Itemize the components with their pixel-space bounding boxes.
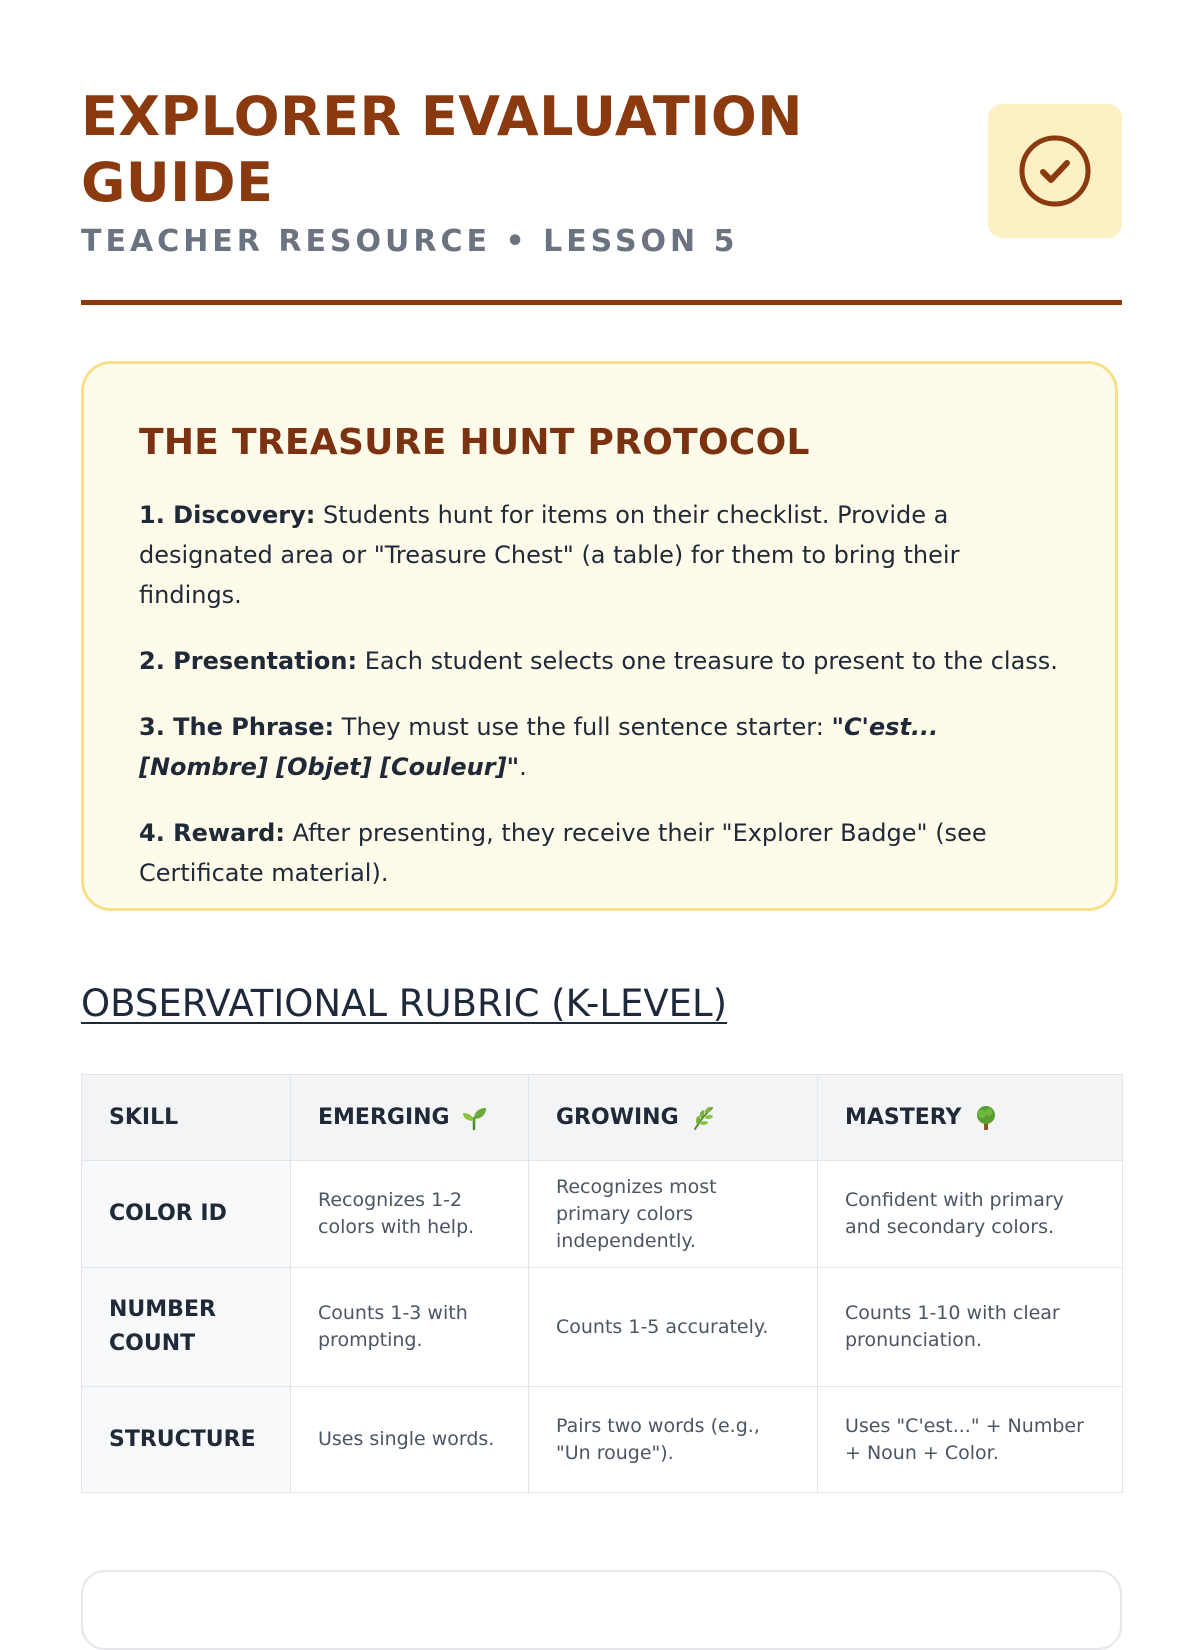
header-emerging	[291, 1075, 529, 1161]
skill-cell: STRUCTURE	[82, 1387, 291, 1493]
step-label: 4. Reward:	[139, 819, 285, 847]
step-text-end: .	[519, 753, 527, 781]
observational-rubric-table	[81, 1074, 1123, 1493]
step-label: 2. Presentation:	[139, 647, 358, 675]
header-label: EMERGING	[318, 1104, 450, 1130]
protocol-step-reward	[139, 813, 1061, 893]
check-badge	[988, 104, 1122, 238]
step-text: Each student selects one treasure to present to the class.	[364, 647, 1058, 675]
rubric-title: OBSERVATIONAL RUBRIC (K-LEVEL)	[81, 982, 728, 1025]
mastery-cell: Counts 1-10 with clear pronunciation.	[818, 1268, 1123, 1387]
skill-cell: COLOR ID	[82, 1161, 291, 1268]
header-label: GROWING	[556, 1104, 679, 1130]
page-title: EXPLORER EVALUATION GUIDE	[81, 85, 803, 214]
mastery-cell: Confident with primary and secondary colors.	[818, 1161, 1123, 1268]
skill-cell: NUMBER COUNT	[82, 1268, 291, 1387]
seedling-icon	[461, 1105, 487, 1131]
table-header-row	[82, 1075, 1123, 1161]
growing-cell: Recognizes most primary colors independently.	[529, 1161, 818, 1268]
step-text: After presenting, they receive their "Explorer Badge" (see Certificate material).	[139, 819, 987, 887]
treasure-hunt-protocol-card	[81, 361, 1118, 911]
table-row	[82, 1268, 1123, 1387]
protocol-title: THE TREASURE HUNT PROTOCOL	[139, 422, 810, 463]
growing-cell: Pairs two words (e.g., "Un rouge").	[529, 1387, 818, 1493]
step-text: Students hunt for items on their checklist. Provide a designated area or "Treasure Chest" (a table) for them to bring their findings.	[139, 501, 960, 609]
header-growing	[529, 1075, 818, 1161]
step-text: They must use the full sentence starter:	[341, 713, 824, 741]
step-label: 1. Discovery:	[139, 501, 316, 529]
tree-icon	[973, 1105, 999, 1131]
protocol-step-phrase	[139, 707, 1061, 787]
header-label: MASTERY	[845, 1104, 962, 1130]
emerging-cell: Counts 1-3 with prompting.	[291, 1268, 529, 1387]
header-skill	[82, 1075, 291, 1161]
header-divider	[81, 300, 1122, 305]
header-label: SKILL	[109, 1105, 179, 1130]
protocol-step-discovery	[139, 495, 1061, 615]
table-row	[82, 1161, 1123, 1268]
mastery-cell: Uses "C'est..." + Number + Noun + Color.	[818, 1387, 1123, 1493]
table-row	[82, 1387, 1123, 1493]
next-section-card	[81, 1570, 1122, 1650]
emerging-cell: Uses single words.	[291, 1387, 529, 1493]
header	[81, 84, 1121, 259]
protocol-step-presentation	[139, 641, 1061, 681]
growing-cell: Counts 1-5 accurately.	[529, 1268, 818, 1387]
check-circle-icon	[1018, 134, 1092, 208]
emerging-cell: Recognizes 1-2 colors with help.	[291, 1161, 529, 1268]
header-mastery	[818, 1075, 1123, 1161]
herb-icon	[690, 1105, 716, 1131]
sentence-starter-quote: "C'est... [Nombre] [Objet] [Couleur]"	[139, 713, 939, 781]
step-label: 3. The Phrase:	[139, 713, 335, 741]
page-subtitle: TEACHER RESOURCE • LESSON 5	[81, 224, 739, 259]
